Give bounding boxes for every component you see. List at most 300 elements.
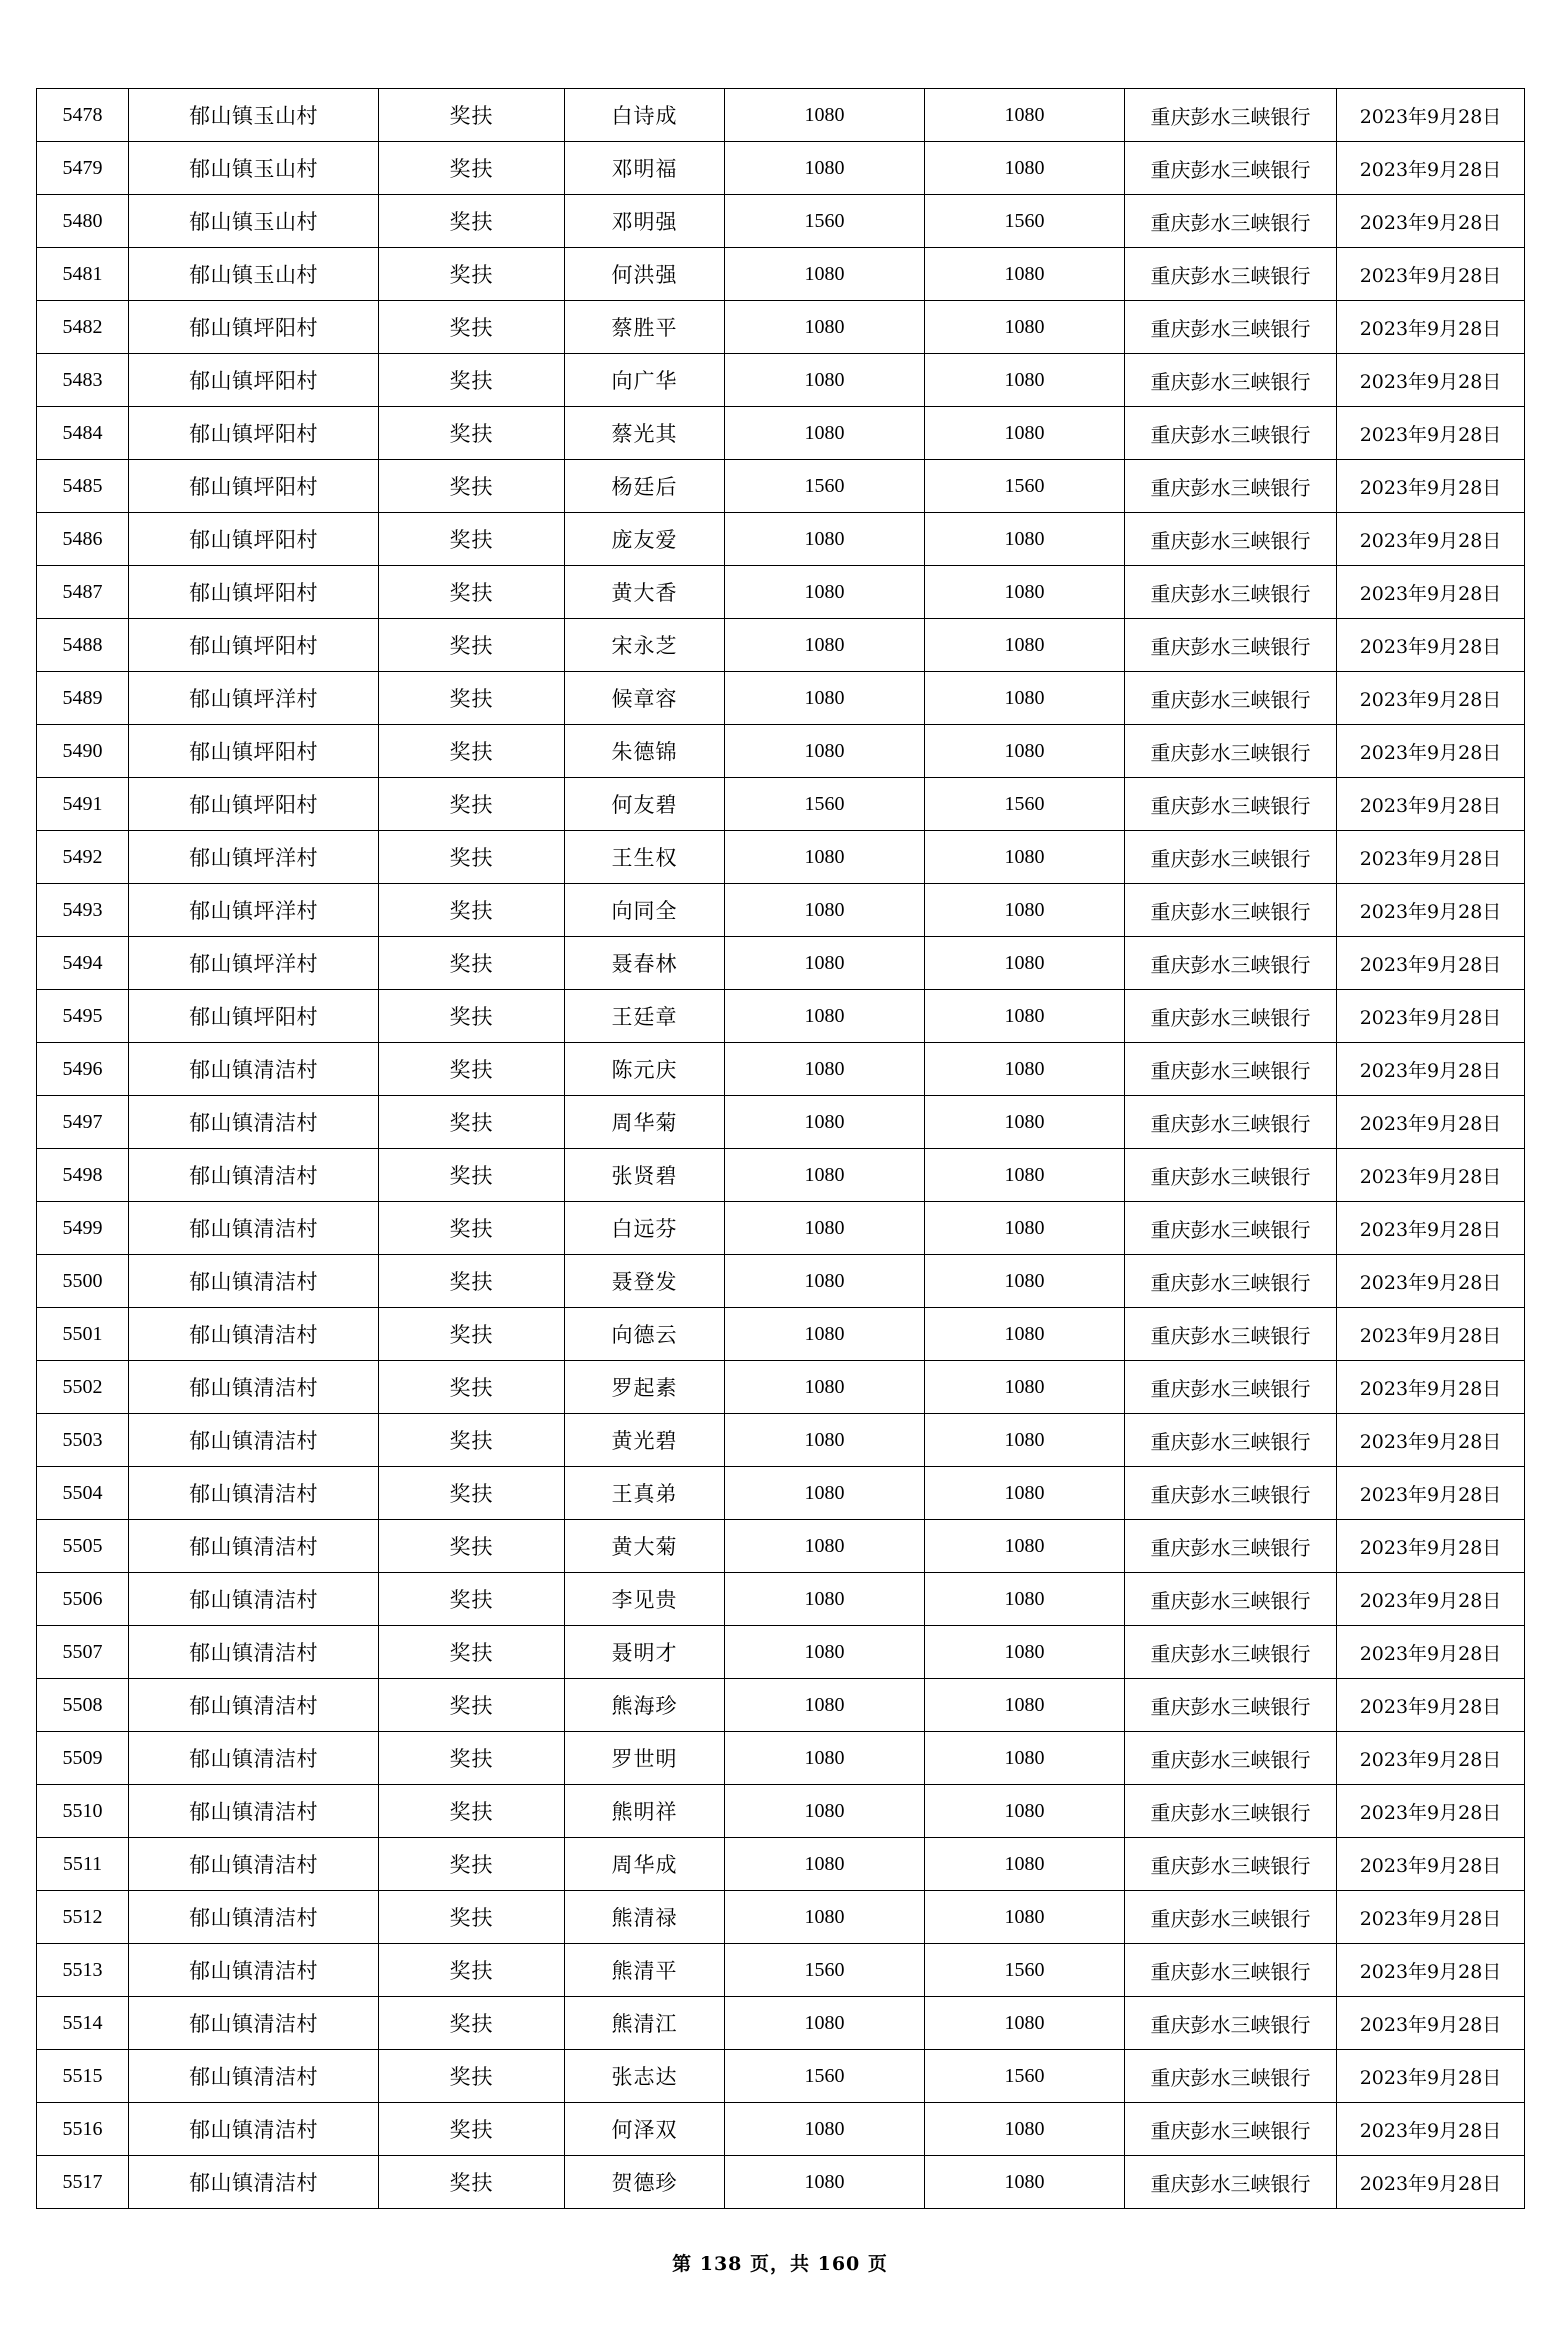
cell-name: 熊清平 xyxy=(565,1944,725,1997)
cell-bank: 重庆彭水三峡银行 xyxy=(1125,884,1337,937)
cell-date: 2023年9月28日 xyxy=(1337,89,1525,142)
cell-type: 奖扶 xyxy=(379,1255,565,1308)
cell-type: 奖扶 xyxy=(379,566,565,619)
cell-seq: 5503 xyxy=(37,1414,129,1467)
table-row xyxy=(37,89,1525,142)
table-row xyxy=(37,1361,1525,1414)
table-row xyxy=(37,248,1525,301)
cell-name: 周华菊 xyxy=(565,1096,725,1149)
cell-amount2: 1080 xyxy=(925,1732,1125,1785)
cell-amount2: 1080 xyxy=(925,884,1125,937)
cell-name: 蔡光其 xyxy=(565,407,725,460)
cell-amount2: 1080 xyxy=(925,89,1125,142)
cell-bank: 重庆彭水三峡银行 xyxy=(1125,460,1337,513)
cell-date: 2023年9月28日 xyxy=(1337,1573,1525,1626)
cell-name: 朱德锦 xyxy=(565,725,725,778)
cell-seq: 5482 xyxy=(37,301,129,354)
cell-amount2: 1080 xyxy=(925,1785,1125,1838)
cell-amount2: 1080 xyxy=(925,1414,1125,1467)
cell-amount2: 1080 xyxy=(925,990,1125,1043)
cell-name: 周华成 xyxy=(565,1838,725,1891)
cell-name: 张贤碧 xyxy=(565,1149,725,1202)
cell-amount2: 1080 xyxy=(925,1096,1125,1149)
cell-name: 熊明祥 xyxy=(565,1785,725,1838)
table-row xyxy=(37,778,1525,831)
cell-village: 郁山镇坪阳村 xyxy=(129,460,379,513)
cell-amount2: 1080 xyxy=(925,566,1125,619)
cell-amount2: 1560 xyxy=(925,460,1125,513)
cell-name: 邓明福 xyxy=(565,142,725,195)
cell-type: 奖扶 xyxy=(379,2156,565,2209)
cell-name: 黄光碧 xyxy=(565,1414,725,1467)
table-row xyxy=(37,990,1525,1043)
table-row xyxy=(37,1997,1525,2050)
cell-village: 郁山镇玉山村 xyxy=(129,195,379,248)
cell-village: 郁山镇坪阳村 xyxy=(129,407,379,460)
beneficiary-table xyxy=(36,88,1525,2209)
cell-seq: 5509 xyxy=(37,1732,129,1785)
cell-seq: 5512 xyxy=(37,1891,129,1944)
cell-seq: 5493 xyxy=(37,884,129,937)
cell-bank: 重庆彭水三峡银行 xyxy=(1125,142,1337,195)
cell-amount1: 1080 xyxy=(725,884,925,937)
cell-seq: 5497 xyxy=(37,1096,129,1149)
cell-date: 2023年9月28日 xyxy=(1337,937,1525,990)
cell-amount1: 1080 xyxy=(725,89,925,142)
cell-bank: 重庆彭水三峡银行 xyxy=(1125,2103,1337,2156)
cell-amount1: 1560 xyxy=(725,1944,925,1997)
cell-amount2: 1080 xyxy=(925,831,1125,884)
cell-type: 奖扶 xyxy=(379,1043,565,1096)
cell-amount2: 1080 xyxy=(925,407,1125,460)
cell-bank: 重庆彭水三峡银行 xyxy=(1125,1202,1337,1255)
cell-bank: 重庆彭水三峡银行 xyxy=(1125,1414,1337,1467)
cell-type: 奖扶 xyxy=(379,1997,565,2050)
cell-village: 郁山镇清洁村 xyxy=(129,1255,379,1308)
cell-amount2: 1080 xyxy=(925,142,1125,195)
cell-date: 2023年9月28日 xyxy=(1337,778,1525,831)
cell-date: 2023年9月28日 xyxy=(1337,354,1525,407)
table-row xyxy=(37,1308,1525,1361)
cell-seq: 5500 xyxy=(37,1255,129,1308)
cell-seq: 5501 xyxy=(37,1308,129,1361)
cell-amount2: 1080 xyxy=(925,513,1125,566)
cell-amount1: 1080 xyxy=(725,1520,925,1573)
cell-type: 奖扶 xyxy=(379,407,565,460)
cell-name: 罗世明 xyxy=(565,1732,725,1785)
cell-bank: 重庆彭水三峡银行 xyxy=(1125,1838,1337,1891)
cell-amount1: 1080 xyxy=(725,2156,925,2209)
table-row xyxy=(37,1891,1525,1944)
cell-date: 2023年9月28日 xyxy=(1337,1361,1525,1414)
cell-date: 2023年9月28日 xyxy=(1337,1149,1525,1202)
cell-village: 郁山镇玉山村 xyxy=(129,89,379,142)
table-row xyxy=(37,1202,1525,1255)
cell-amount1: 1080 xyxy=(725,1361,925,1414)
cell-amount1: 1080 xyxy=(725,407,925,460)
cell-village: 郁山镇坪洋村 xyxy=(129,937,379,990)
cell-seq: 5483 xyxy=(37,354,129,407)
cell-village: 郁山镇清洁村 xyxy=(129,1467,379,1520)
cell-date: 2023年9月28日 xyxy=(1337,884,1525,937)
cell-village: 郁山镇清洁村 xyxy=(129,2156,379,2209)
table-row xyxy=(37,460,1525,513)
cell-bank: 重庆彭水三峡银行 xyxy=(1125,566,1337,619)
cell-amount2: 1080 xyxy=(925,1679,1125,1732)
cell-seq: 5485 xyxy=(37,460,129,513)
cell-village: 郁山镇坪洋村 xyxy=(129,831,379,884)
cell-amount1: 1080 xyxy=(725,1732,925,1785)
table-row xyxy=(37,354,1525,407)
cell-amount2: 1080 xyxy=(925,1520,1125,1573)
cell-date: 2023年9月28日 xyxy=(1337,513,1525,566)
cell-seq: 5498 xyxy=(37,1149,129,1202)
cell-village: 郁山镇清洁村 xyxy=(129,1308,379,1361)
cell-seq: 5516 xyxy=(37,2103,129,2156)
cell-amount1: 1080 xyxy=(725,1043,925,1096)
cell-amount1: 1560 xyxy=(725,778,925,831)
cell-amount1: 1080 xyxy=(725,142,925,195)
cell-date: 2023年9月28日 xyxy=(1337,2103,1525,2156)
cell-seq: 5508 xyxy=(37,1679,129,1732)
cell-type: 奖扶 xyxy=(379,1679,565,1732)
cell-date: 2023年9月28日 xyxy=(1337,619,1525,672)
cell-type: 奖扶 xyxy=(379,2050,565,2103)
cell-name: 宋永芝 xyxy=(565,619,725,672)
cell-village: 郁山镇清洁村 xyxy=(129,1361,379,1414)
cell-amount1: 1080 xyxy=(725,1785,925,1838)
table-body xyxy=(37,89,1525,2209)
cell-village: 郁山镇清洁村 xyxy=(129,1202,379,1255)
table-row xyxy=(37,566,1525,619)
cell-seq: 5515 xyxy=(37,2050,129,2103)
cell-date: 2023年9月28日 xyxy=(1337,1891,1525,1944)
table-row xyxy=(37,1096,1525,1149)
cell-village: 郁山镇清洁村 xyxy=(129,1149,379,1202)
cell-amount2: 1080 xyxy=(925,1255,1125,1308)
cell-name: 何洪强 xyxy=(565,248,725,301)
cell-date: 2023年9月28日 xyxy=(1337,1414,1525,1467)
cell-date: 2023年9月28日 xyxy=(1337,1997,1525,2050)
cell-village: 郁山镇清洁村 xyxy=(129,1520,379,1573)
cell-bank: 重庆彭水三峡银行 xyxy=(1125,1467,1337,1520)
cell-amount1: 1080 xyxy=(725,1467,925,1520)
cell-amount2: 1080 xyxy=(925,1626,1125,1679)
cell-village: 郁山镇清洁村 xyxy=(129,1043,379,1096)
cell-type: 奖扶 xyxy=(379,354,565,407)
cell-date: 2023年9月28日 xyxy=(1337,725,1525,778)
cell-amount1: 1080 xyxy=(725,1891,925,1944)
table-row xyxy=(37,1838,1525,1891)
cell-amount1: 1080 xyxy=(725,1838,925,1891)
cell-village: 郁山镇坪阳村 xyxy=(129,990,379,1043)
cell-type: 奖扶 xyxy=(379,460,565,513)
table-row xyxy=(37,1255,1525,1308)
cell-seq: 5479 xyxy=(37,142,129,195)
cell-name: 熊清禄 xyxy=(565,1891,725,1944)
cell-amount1: 1080 xyxy=(725,937,925,990)
cell-bank: 重庆彭水三峡银行 xyxy=(1125,89,1337,142)
cell-type: 奖扶 xyxy=(379,1202,565,1255)
cell-seq: 5487 xyxy=(37,566,129,619)
cell-date: 2023年9月28日 xyxy=(1337,1043,1525,1096)
cell-village: 郁山镇清洁村 xyxy=(129,1096,379,1149)
cell-type: 奖扶 xyxy=(379,1414,565,1467)
cell-date: 2023年9月28日 xyxy=(1337,407,1525,460)
cell-date: 2023年9月28日 xyxy=(1337,1255,1525,1308)
cell-bank: 重庆彭水三峡银行 xyxy=(1125,2050,1337,2103)
cell-date: 2023年9月28日 xyxy=(1337,248,1525,301)
cell-bank: 重庆彭水三峡银行 xyxy=(1125,1520,1337,1573)
cell-village: 郁山镇玉山村 xyxy=(129,142,379,195)
cell-seq: 5490 xyxy=(37,725,129,778)
cell-type: 奖扶 xyxy=(379,1573,565,1626)
cell-date: 2023年9月28日 xyxy=(1337,1308,1525,1361)
cell-date: 2023年9月28日 xyxy=(1337,1944,1525,1997)
cell-name: 李见贵 xyxy=(565,1573,725,1626)
cell-amount1: 1080 xyxy=(725,672,925,725)
cell-type: 奖扶 xyxy=(379,1361,565,1414)
cell-seq: 5507 xyxy=(37,1626,129,1679)
cell-amount1: 1080 xyxy=(725,725,925,778)
cell-seq: 5495 xyxy=(37,990,129,1043)
cell-amount1: 1080 xyxy=(725,1626,925,1679)
table-row xyxy=(37,301,1525,354)
cell-name: 聂春林 xyxy=(565,937,725,990)
cell-date: 2023年9月28日 xyxy=(1337,566,1525,619)
cell-village: 郁山镇坪阳村 xyxy=(129,354,379,407)
cell-village: 郁山镇清洁村 xyxy=(129,1626,379,1679)
cell-bank: 重庆彭水三峡银行 xyxy=(1125,2156,1337,2209)
table-row xyxy=(37,619,1525,672)
cell-amount2: 1080 xyxy=(925,1308,1125,1361)
cell-bank: 重庆彭水三峡银行 xyxy=(1125,354,1337,407)
cell-seq: 5517 xyxy=(37,2156,129,2209)
cell-type: 奖扶 xyxy=(379,248,565,301)
cell-name: 杨廷后 xyxy=(565,460,725,513)
cell-bank: 重庆彭水三峡银行 xyxy=(1125,725,1337,778)
table-row xyxy=(37,1149,1525,1202)
cell-bank: 重庆彭水三峡银行 xyxy=(1125,1043,1337,1096)
cell-date: 2023年9月28日 xyxy=(1337,1679,1525,1732)
cell-name: 何友碧 xyxy=(565,778,725,831)
table-row xyxy=(37,1944,1525,1997)
cell-village: 郁山镇清洁村 xyxy=(129,1891,379,1944)
cell-amount1: 1080 xyxy=(725,301,925,354)
cell-village: 郁山镇清洁村 xyxy=(129,1785,379,1838)
cell-date: 2023年9月28日 xyxy=(1337,831,1525,884)
cell-bank: 重庆彭水三峡银行 xyxy=(1125,937,1337,990)
cell-bank: 重庆彭水三峡银行 xyxy=(1125,778,1337,831)
cell-date: 2023年9月28日 xyxy=(1337,2156,1525,2209)
cell-date: 2023年9月28日 xyxy=(1337,672,1525,725)
cell-name: 熊海珍 xyxy=(565,1679,725,1732)
cell-name: 候章容 xyxy=(565,672,725,725)
cell-date: 2023年9月28日 xyxy=(1337,1202,1525,1255)
cell-amount2: 1080 xyxy=(925,2156,1125,2209)
cell-seq: 5486 xyxy=(37,513,129,566)
cell-bank: 重庆彭水三峡银行 xyxy=(1125,831,1337,884)
cell-name: 何泽双 xyxy=(565,2103,725,2156)
cell-date: 2023年9月28日 xyxy=(1337,195,1525,248)
cell-bank: 重庆彭水三峡银行 xyxy=(1125,1573,1337,1626)
cell-seq: 5510 xyxy=(37,1785,129,1838)
cell-village: 郁山镇玉山村 xyxy=(129,248,379,301)
cell-seq: 5481 xyxy=(37,248,129,301)
cell-bank: 重庆彭水三峡银行 xyxy=(1125,248,1337,301)
cell-amount1: 1080 xyxy=(725,619,925,672)
cell-bank: 重庆彭水三峡银行 xyxy=(1125,1785,1337,1838)
cell-bank: 重庆彭水三峡银行 xyxy=(1125,513,1337,566)
cell-name: 王真弟 xyxy=(565,1467,725,1520)
cell-name: 熊清江 xyxy=(565,1997,725,2050)
cell-seq: 5511 xyxy=(37,1838,129,1891)
cell-amount2: 1080 xyxy=(925,301,1125,354)
cell-seq: 5514 xyxy=(37,1997,129,2050)
cell-date: 2023年9月28日 xyxy=(1337,2050,1525,2103)
cell-type: 奖扶 xyxy=(379,672,565,725)
cell-date: 2023年9月28日 xyxy=(1337,1785,1525,1838)
cell-seq: 5480 xyxy=(37,195,129,248)
cell-amount1: 1080 xyxy=(725,1202,925,1255)
cell-seq: 5513 xyxy=(37,1944,129,1997)
cell-bank: 重庆彭水三峡银行 xyxy=(1125,1891,1337,1944)
cell-seq: 5505 xyxy=(37,1520,129,1573)
cell-type: 奖扶 xyxy=(379,1785,565,1838)
cell-amount2: 1080 xyxy=(925,1891,1125,1944)
cell-village: 郁山镇清洁村 xyxy=(129,1679,379,1732)
cell-name: 王生权 xyxy=(565,831,725,884)
cell-amount1: 1560 xyxy=(725,195,925,248)
cell-name: 白远芬 xyxy=(565,1202,725,1255)
cell-name: 向广华 xyxy=(565,354,725,407)
cell-date: 2023年9月28日 xyxy=(1337,990,1525,1043)
cell-amount2: 1080 xyxy=(925,672,1125,725)
table-row xyxy=(37,831,1525,884)
cell-name: 庞友爱 xyxy=(565,513,725,566)
cell-bank: 重庆彭水三峡银行 xyxy=(1125,1308,1337,1361)
cell-bank: 重庆彭水三峡银行 xyxy=(1125,1149,1337,1202)
cell-name: 罗起素 xyxy=(565,1361,725,1414)
cell-type: 奖扶 xyxy=(379,831,565,884)
cell-village: 郁山镇坪洋村 xyxy=(129,884,379,937)
cell-amount1: 1080 xyxy=(725,1308,925,1361)
cell-type: 奖扶 xyxy=(379,778,565,831)
cell-bank: 重庆彭水三峡银行 xyxy=(1125,1997,1337,2050)
cell-type: 奖扶 xyxy=(379,1891,565,1944)
table-row xyxy=(37,2050,1525,2103)
cell-amount1: 1080 xyxy=(725,990,925,1043)
cell-name: 王廷章 xyxy=(565,990,725,1043)
cell-village: 郁山镇坪阳村 xyxy=(129,725,379,778)
cell-date: 2023年9月28日 xyxy=(1337,1520,1525,1573)
cell-type: 奖扶 xyxy=(379,1732,565,1785)
cell-type: 奖扶 xyxy=(379,142,565,195)
cell-village: 郁山镇清洁村 xyxy=(129,2050,379,2103)
cell-date: 2023年9月28日 xyxy=(1337,1096,1525,1149)
table-row xyxy=(37,1520,1525,1573)
cell-amount2: 1080 xyxy=(925,2103,1125,2156)
cell-amount2: 1080 xyxy=(925,1149,1125,1202)
cell-type: 奖扶 xyxy=(379,619,565,672)
table-row xyxy=(37,1573,1525,1626)
cell-village: 郁山镇清洁村 xyxy=(129,1732,379,1785)
cell-type: 奖扶 xyxy=(379,89,565,142)
table-row xyxy=(37,2156,1525,2209)
cell-name: 聂登发 xyxy=(565,1255,725,1308)
cell-amount2: 1080 xyxy=(925,1838,1125,1891)
table-row xyxy=(37,725,1525,778)
cell-name: 陈元庆 xyxy=(565,1043,725,1096)
cell-amount1: 1080 xyxy=(725,513,925,566)
cell-amount1: 1080 xyxy=(725,1149,925,1202)
cell-bank: 重庆彭水三峡银行 xyxy=(1125,1361,1337,1414)
table-row xyxy=(37,407,1525,460)
cell-amount1: 1080 xyxy=(725,2103,925,2156)
cell-amount2: 1080 xyxy=(925,354,1125,407)
cell-date: 2023年9月28日 xyxy=(1337,142,1525,195)
cell-bank: 重庆彭水三峡银行 xyxy=(1125,1944,1337,1997)
cell-type: 奖扶 xyxy=(379,1096,565,1149)
cell-seq: 5492 xyxy=(37,831,129,884)
cell-amount1: 1080 xyxy=(725,1679,925,1732)
cell-amount2: 1080 xyxy=(925,1043,1125,1096)
table-row xyxy=(37,1043,1525,1096)
cell-bank: 重庆彭水三峡银行 xyxy=(1125,195,1337,248)
cell-name: 白诗成 xyxy=(565,89,725,142)
cell-type: 奖扶 xyxy=(379,990,565,1043)
table-row xyxy=(37,513,1525,566)
table-row xyxy=(37,195,1525,248)
cell-amount2: 1080 xyxy=(925,725,1125,778)
cell-amount2: 1080 xyxy=(925,1202,1125,1255)
cell-amount1: 1080 xyxy=(725,1414,925,1467)
cell-amount1: 1080 xyxy=(725,1255,925,1308)
cell-type: 奖扶 xyxy=(379,1944,565,1997)
cell-name: 向同全 xyxy=(565,884,725,937)
cell-amount1: 1080 xyxy=(725,1997,925,2050)
cell-name: 张志达 xyxy=(565,2050,725,2103)
cell-type: 奖扶 xyxy=(379,1467,565,1520)
cell-village: 郁山镇清洁村 xyxy=(129,1944,379,1997)
cell-village: 郁山镇坪阳村 xyxy=(129,778,379,831)
cell-seq: 5488 xyxy=(37,619,129,672)
table-row xyxy=(37,1414,1525,1467)
cell-type: 奖扶 xyxy=(379,2103,565,2156)
cell-amount2: 1080 xyxy=(925,1361,1125,1414)
cell-amount1: 1080 xyxy=(725,831,925,884)
cell-seq: 5504 xyxy=(37,1467,129,1520)
cell-amount2: 1560 xyxy=(925,1944,1125,1997)
cell-bank: 重庆彭水三峡银行 xyxy=(1125,1679,1337,1732)
cell-village: 郁山镇清洁村 xyxy=(129,1414,379,1467)
cell-bank: 重庆彭水三峡银行 xyxy=(1125,301,1337,354)
cell-amount1: 1560 xyxy=(725,2050,925,2103)
table-row xyxy=(37,1626,1525,1679)
cell-bank: 重庆彭水三峡银行 xyxy=(1125,672,1337,725)
cell-name: 向德云 xyxy=(565,1308,725,1361)
cell-village: 郁山镇坪阳村 xyxy=(129,513,379,566)
table-row xyxy=(37,1785,1525,1838)
cell-amount1: 1080 xyxy=(725,354,925,407)
cell-bank: 重庆彭水三峡银行 xyxy=(1125,1732,1337,1785)
cell-bank: 重庆彭水三峡银行 xyxy=(1125,990,1337,1043)
cell-village: 郁山镇清洁村 xyxy=(129,1838,379,1891)
cell-type: 奖扶 xyxy=(379,937,565,990)
cell-seq: 5484 xyxy=(37,407,129,460)
cell-bank: 重庆彭水三峡银行 xyxy=(1125,1255,1337,1308)
table-row xyxy=(37,2103,1525,2156)
